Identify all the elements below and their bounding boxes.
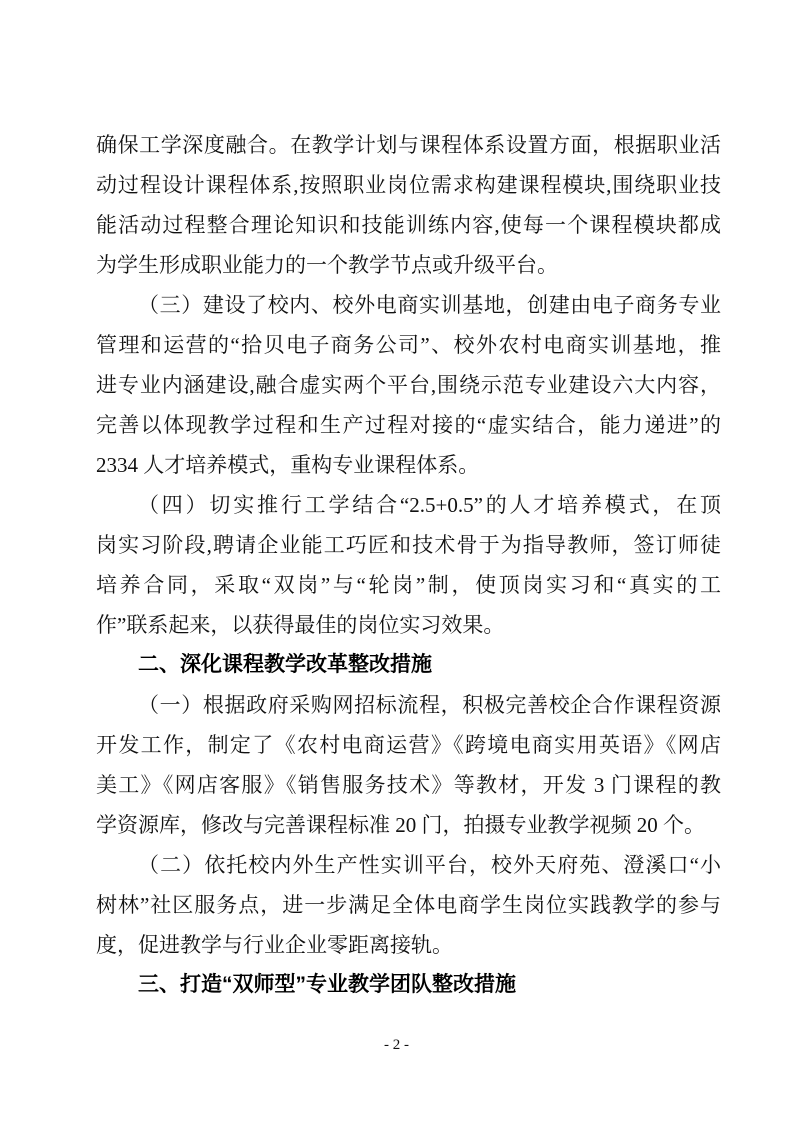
text-line: 美工》《网店客服》《销售服务技术》等教材，开发 3 门课程的教 [96,773,721,797]
text-line: 度，促进教学与行业企业零距离接轨。 [96,933,453,957]
paragraph-continuation [96,125,721,285]
text-line: 学资源库，修改与完善课程标准 20 门，拍摄专业教学视频 20 个。 [96,813,705,837]
text-line: （二）依托校内外生产性实训平台，校外天府苑、澄溪口“小 [138,853,721,877]
text-line: 管理和运营的“拾贝电子商务公司”、校外农村电商实训基地，推 [96,333,721,357]
text-line: 2334 人才培养模式，重构专业课程体系。 [96,453,480,477]
text-line: 为学生形成职业能力的一个教学节点或升级平台。 [96,253,558,277]
text-line: （一）根据政府采购网招标流程，积极完善校企合作课程资源 [138,693,721,717]
page-number: - 2 - [384,1037,409,1053]
text-line: 作”联系起来，以获得最佳的岗位实习效果。 [96,613,505,637]
text-line: 岗实习阶段,聘请企业能工巧匠和技术骨于为指导教师，签订师徒 [96,533,721,557]
section-heading-two: 二、深化课程教学改革整改措施 [138,653,432,676]
text-line: 确保工学深度融合。在教学计划与课程体系设置方面，根据职业活 [96,133,721,157]
document-body [96,125,721,1005]
paragraph-item-four [96,485,721,645]
text-line: （三）建设了校内、校外电商实训基地，创建由电子商务专业 [138,293,721,317]
text-line: 能活动过程整合理论知识和技能训练内容,使每一个课程模块都成 [96,213,721,237]
paragraph-item-three [96,285,721,485]
text-line: 树林”社区服务点，进一步满足全体电商学生岗位实践教学的参与 [96,893,721,917]
text-line: 动过程设计课程体系,按照职业岗位需求构建课程模块,围绕职业技 [96,173,721,197]
text-line: 开发工作，制定了《农村电商运营》《跨境电商实用英语》《网店 [96,733,721,757]
text-line: 培养合同，采取“双岗”与“轮岗”制，使顶岗实习和“真实的工 [96,573,721,597]
section-heading-three: 三、打造“双师型”专业教学团队整改措施 [138,973,516,996]
paragraph-item-two [96,845,721,965]
text-line: 完善以体现教学过程和生产过程对接的“虚实结合，能力递进”的 [96,413,721,437]
page-footer [0,1034,793,1056]
text-line: 进专业内涵建设,融合虚实两个平台,围绕示范专业建设六大内容， [96,373,721,397]
paragraph-item-one [96,685,721,845]
text-line: （四）切实推行工学结合“2.5+0.5”的人才培养模式，在顶 [138,493,721,517]
